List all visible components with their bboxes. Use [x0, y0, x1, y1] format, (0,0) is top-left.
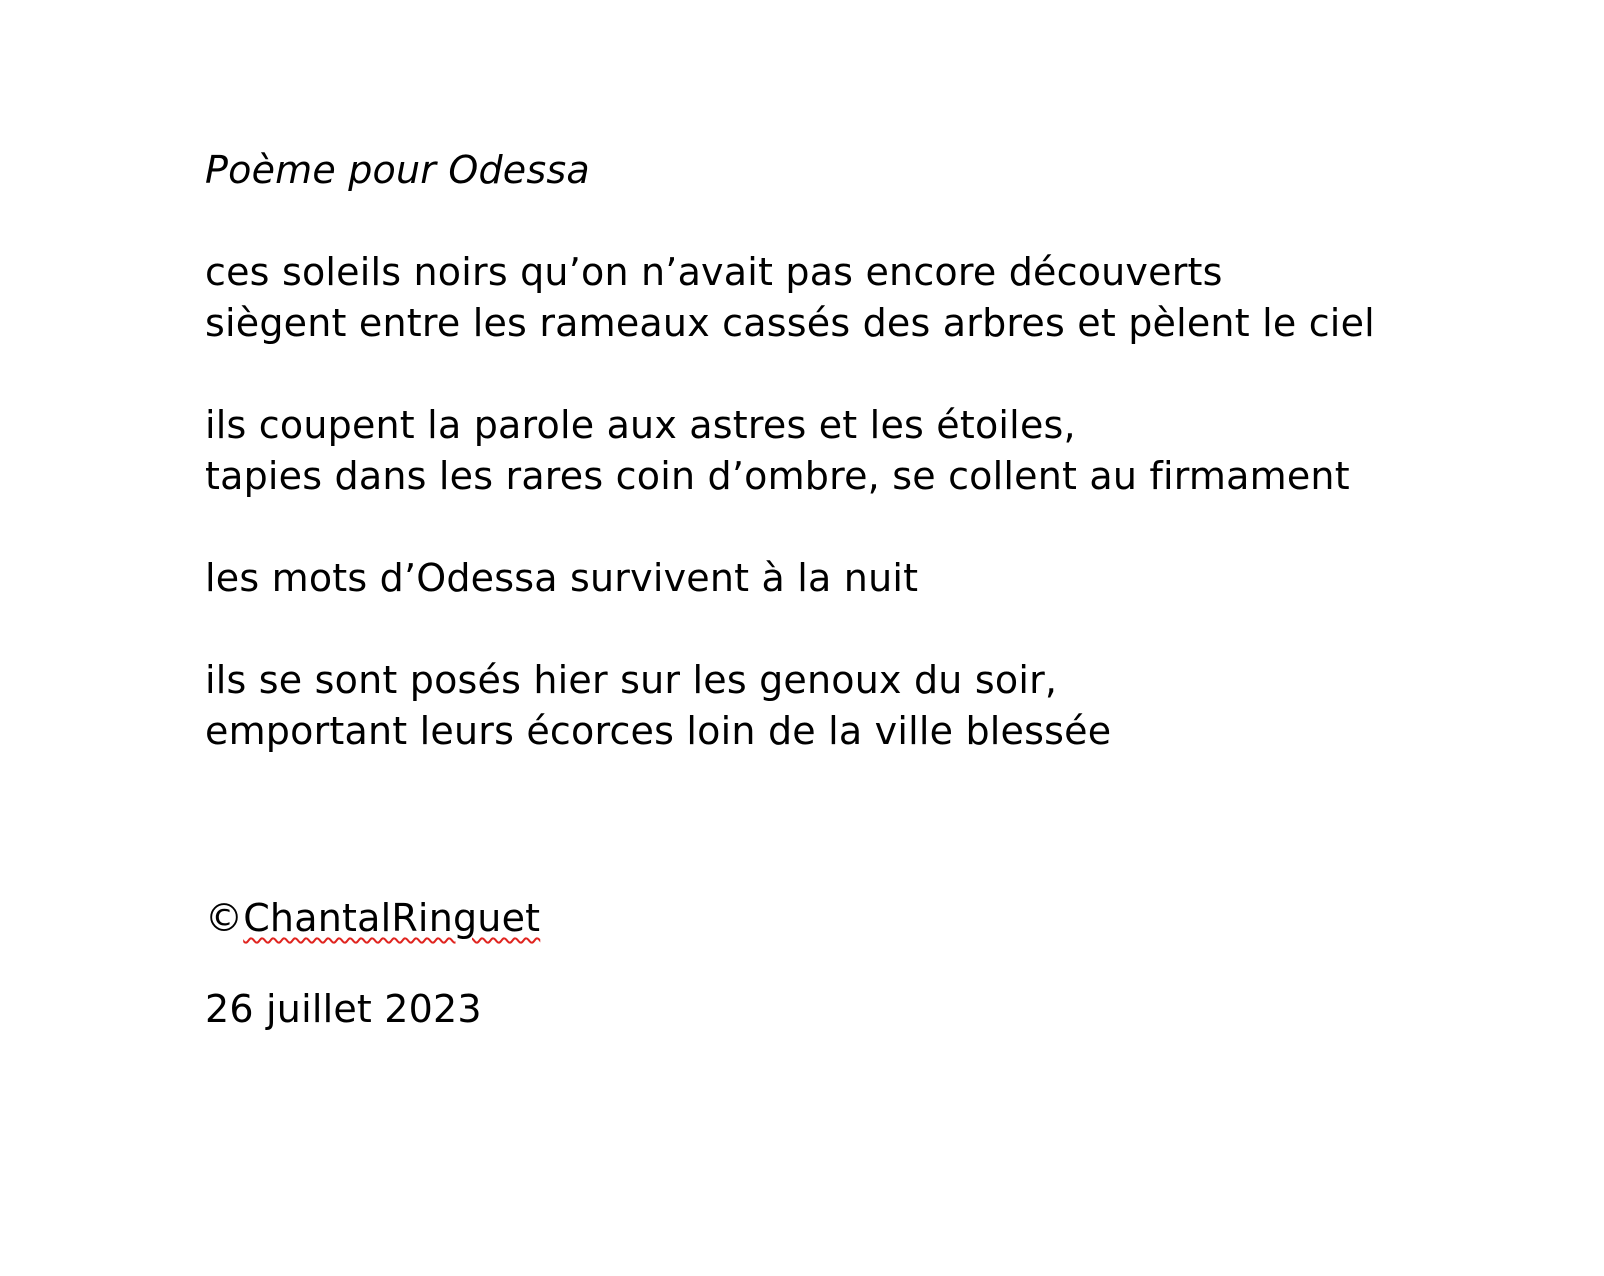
- blank-line: [205, 349, 1505, 400]
- signature: [205, 893, 1505, 944]
- blank-line: [205, 604, 1505, 655]
- poem-title: Poème pour Odessa: [205, 148, 590, 192]
- blank-space: [205, 757, 1505, 893]
- stanza-4: [205, 655, 1505, 757]
- document-body: [205, 145, 1505, 1035]
- blank-line: [205, 196, 1505, 247]
- blank-line: [205, 502, 1505, 553]
- poem-line: siègent entre les rameaux cassés des arbres et pèlent le ciel: [205, 301, 1375, 345]
- author-name[interactable]: ChantalRinguet: [243, 896, 541, 940]
- poem-line: tapies dans les rares coin d’ombre, se collent au firmament: [205, 454, 1350, 498]
- blank-line: [205, 944, 1505, 984]
- poem-line: les mots d’Odessa survivent à la nuit: [205, 556, 919, 600]
- poem-line: ils se sont posés hier sur les genoux du soir,: [205, 658, 1058, 702]
- copyright-symbol: ©: [205, 896, 244, 940]
- stanza-1: [205, 247, 1505, 349]
- poem-line: ces soleils noirs qu’on n’avait pas encore découverts: [205, 250, 1223, 294]
- poem-line: emportant leurs écorces loin de la ville blessée: [205, 709, 1112, 753]
- poem-line: ils coupent la parole aux astres et les étoiles,: [205, 403, 1076, 447]
- stanza-3: [205, 553, 1505, 604]
- date-text: 26 juillet 2023: [205, 987, 482, 1031]
- stanza-2: [205, 400, 1505, 502]
